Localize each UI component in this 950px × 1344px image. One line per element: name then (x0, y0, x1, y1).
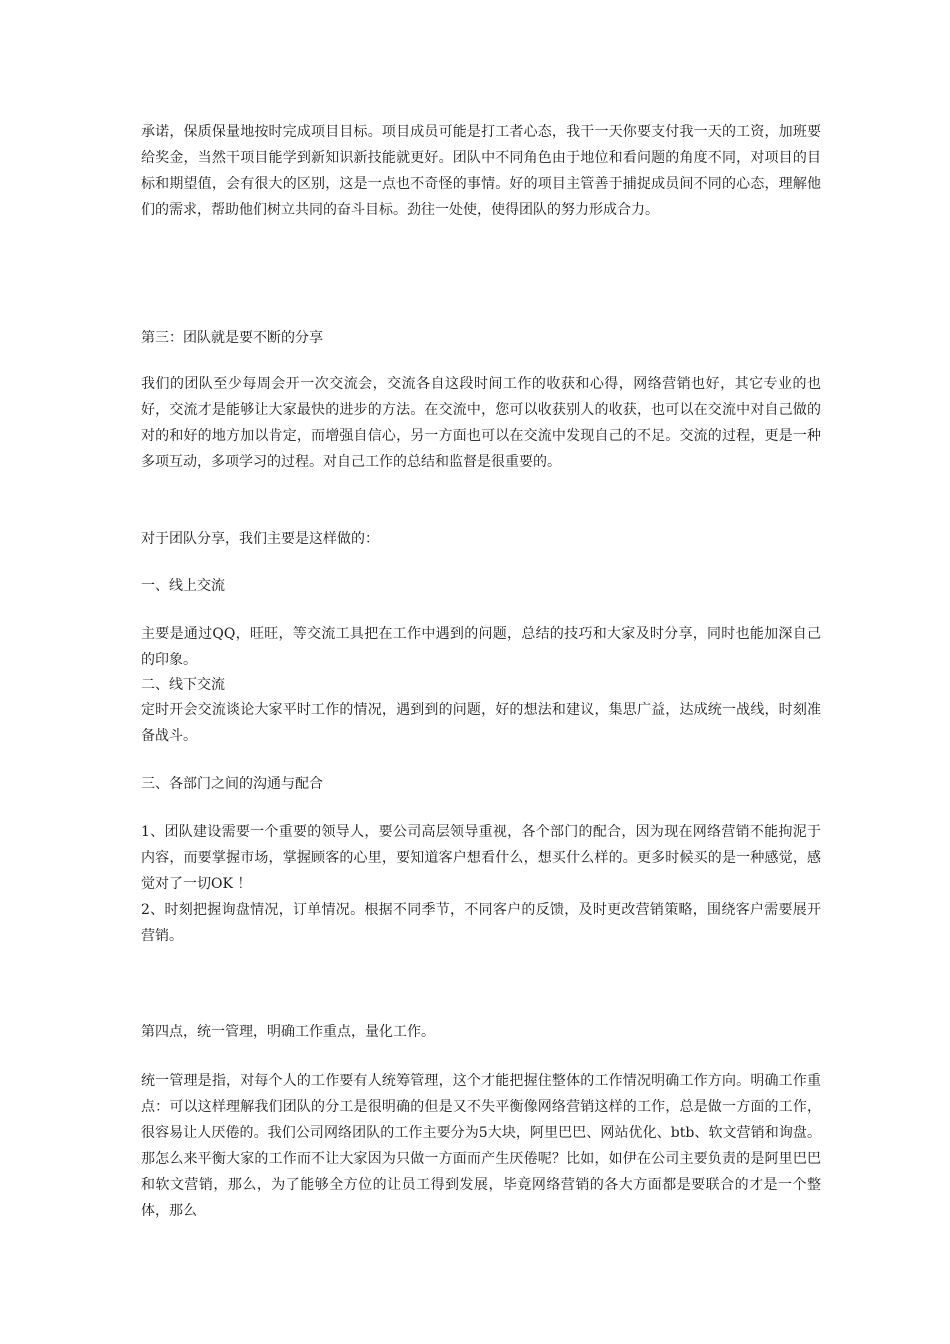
subheading-offline-exchange: 二、线下交流 (141, 677, 225, 693)
paragraph-online-exchange: 主要是通过QQ，旺旺，等交流工具把在工作中遇到的问题，总结的技巧和大家及时分享，同时也能加深自己的印象。 (141, 626, 821, 668)
section-heading-sharing: 第三：团队就是要不断的分享 (141, 330, 323, 346)
subheading-department-cooperation: 三、各部门之间的沟通与配合 (141, 776, 323, 792)
paragraph-team-goals: 承诺，保质保量地按时完成项目目标。项目成员可能是打工者心态，我干一天你要支付我一天的工资，加班要给奖金，当然干项目能学到新知识新技能就更好。团队中不同角色由于地位和看问题的角度不同，对项目的目标和期望值，会有很大的区别，这是一点也不奇怪的事情。好的项目主管善于捕捉成员间不同的心态，理解他们的需求，帮助他们树立共同的奋斗目标。劲往一处使，使得团队的努力形成合力。 (141, 124, 821, 218)
subheading-online-exchange: 一、线上交流 (141, 578, 225, 594)
paragraph-leadership: 1、团队建设需要一个重要的领导人，要公司高层领导重视，各个部门的配合，因为现在网络营销不能拘泥于内容，而要掌握市场，掌握顾客的心里，要知道客户想看什么，想买什么样的。更多时候买的是一种感觉，感觉对了一切OK ！ (141, 824, 821, 892)
paragraph-inquiries: 2、时刻把握询盘情况，订单情况。根据不同季节，不同客户的反馈，及时更改营销策略，围绕客户需要展开营销。 (141, 902, 821, 944)
paragraph-offline-exchange: 定时开会交流谈论大家平时工作的情况，遇到到的问题，好的想法和建议，集思广益，达成统一战线，时刻准备战斗。 (141, 702, 821, 744)
paragraph-how-we-share: 对于团队分享，我们主要是这样做的： (141, 531, 379, 547)
section-heading-unified-management: 第四点，统一管理，明确工作重点，量化工作。 (141, 1024, 435, 1040)
paragraph-weekly-exchange: 我们的团队至少每周会开一次交流会，交流各自这段时间工作的收获和心得，网络营销也好，其它专业的也好，交流才是能够让大家最快的进步的方法。在交流中，您可以收获别人的收获，也可以在交流中对自己做的对的和好的地方加以肯定，而增强自信心，另一方面也可以在交流中发现自己的不足。交流的过程，更是一种多项互动，多项学习的过程。对自己工作的总结和监督是很重要的。 (141, 376, 821, 470)
paragraph-unified-management: 统一管理是指，对每个人的工作要有人统筹管理，这个才能把握住整体的工作情况明确工作方向。明确工作重点：可以这样理解我们团队的分工是很明确的但是又不失平衡像网络营销这样的工作，总是做一方面的工作，很容易让人厌倦的。我们公司网络团队的工作主要分为5大块，阿里巴巴、网站优化、btb、软文营销和询盘。那怎么来平衡大家的工作而不让大家因为只做一方面而产生厌倦呢？比如，如伊在公司主要负责的是阿里巴巴和软文营销，那么，为了能够全方位的让员工得到发展，毕竟网络营销的各大方面都是要联合的才是一个整体，那么 (141, 1073, 821, 1219)
